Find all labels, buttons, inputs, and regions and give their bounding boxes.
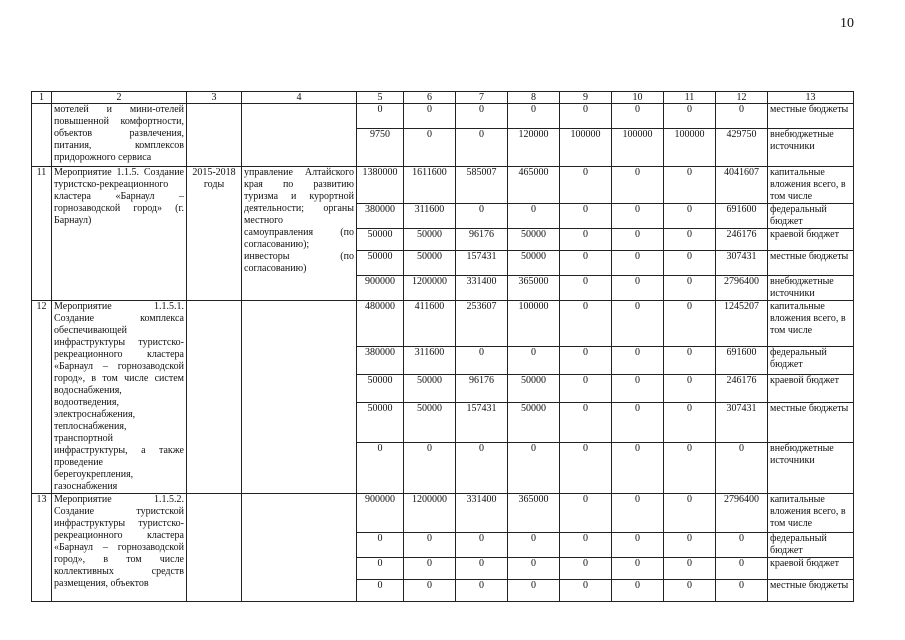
value-cell: 100000 <box>612 129 664 167</box>
value-cell: 0 <box>456 347 508 375</box>
funding-source: краевой бюджет <box>768 375 854 403</box>
value-cell: 1380000 <box>357 167 404 204</box>
value-cell: 0 <box>612 276 664 301</box>
period-cell: 2015-2018 годы <box>187 167 242 301</box>
funding-source: федеральный бюджет <box>768 204 854 229</box>
value-cell: 0 <box>508 204 560 229</box>
value-cell: 0 <box>404 580 456 602</box>
value-cell: 0 <box>612 533 664 558</box>
value-cell: 0 <box>508 580 560 602</box>
funding-source: капитальные вложения всего, в том числе <box>768 301 854 347</box>
value-cell: 0 <box>664 375 716 403</box>
value-cell: 50000 <box>357 403 404 443</box>
value-cell: 0 <box>560 301 612 347</box>
funding-source: краевой бюджет <box>768 229 854 251</box>
value-cell: 0 <box>508 443 560 494</box>
value-cell: 0 <box>404 129 456 167</box>
funding-source: местные бюджеты <box>768 251 854 276</box>
value-cell: 0 <box>357 580 404 602</box>
value-cell: 0 <box>612 443 664 494</box>
period-cell <box>187 494 242 602</box>
value-cell: 0 <box>560 580 612 602</box>
funding-source: внебюджетные источники <box>768 276 854 301</box>
value-cell: 1200000 <box>404 494 456 533</box>
funding-source: местные бюджеты <box>768 580 854 602</box>
value-cell: 1245207 <box>716 301 768 347</box>
value-cell: 0 <box>664 276 716 301</box>
value-cell: 0 <box>612 494 664 533</box>
value-cell: 0 <box>612 347 664 375</box>
value-cell: 0 <box>560 167 612 204</box>
value-cell: 253607 <box>456 301 508 347</box>
measure-name: мотелей и мини-отелей повышенной комфортности, объектов развлечения, питания, комплексов придорожного сервиса <box>52 104 187 167</box>
value-cell: 0 <box>560 204 612 229</box>
value-cell: 0 <box>664 301 716 347</box>
row-index: 12 <box>32 301 52 494</box>
value-cell: 50000 <box>404 251 456 276</box>
row-index: 11 <box>32 167 52 301</box>
value-cell: 120000 <box>508 129 560 167</box>
value-cell: 0 <box>664 580 716 602</box>
value-cell: 0 <box>612 104 664 129</box>
table-row <box>32 167 854 204</box>
column-header: 13 <box>768 92 854 104</box>
value-cell: 2796400 <box>716 276 768 301</box>
executor-cell: управление Алтайского края по развитию туризма и курортной деятельности; органы местного самоуправления (по согласованию); инвесторы (по согласованию) <box>242 167 357 301</box>
value-cell: 50000 <box>508 403 560 443</box>
funding-source: капитальные вложения всего, в том числе <box>768 167 854 204</box>
value-cell: 0 <box>612 229 664 251</box>
row-index: 13 <box>32 494 52 602</box>
value-cell: 411600 <box>404 301 456 347</box>
value-cell: 307431 <box>716 251 768 276</box>
value-cell: 4041607 <box>716 167 768 204</box>
table-row <box>32 104 854 129</box>
budget-table <box>31 91 854 602</box>
value-cell: 0 <box>456 104 508 129</box>
value-cell: 50000 <box>508 251 560 276</box>
value-cell: 96176 <box>456 229 508 251</box>
value-cell: 0 <box>560 104 612 129</box>
funding-source: капитальные вложения всего, в том числе <box>768 494 854 533</box>
value-cell: 0 <box>560 558 612 580</box>
value-cell: 0 <box>508 347 560 375</box>
funding-source: местные бюджеты <box>768 403 854 443</box>
value-cell: 246176 <box>716 375 768 403</box>
column-header: 5 <box>357 92 404 104</box>
value-cell: 480000 <box>357 301 404 347</box>
value-cell: 0 <box>357 443 404 494</box>
value-cell: 100000 <box>508 301 560 347</box>
value-cell: 50000 <box>357 375 404 403</box>
value-cell: 0 <box>456 443 508 494</box>
value-cell: 0 <box>664 403 716 443</box>
value-cell: 0 <box>456 533 508 558</box>
table-row <box>32 494 854 533</box>
value-cell: 365000 <box>508 494 560 533</box>
value-cell: 900000 <box>357 494 404 533</box>
value-cell: 0 <box>508 558 560 580</box>
value-cell: 0 <box>716 558 768 580</box>
column-header: 6 <box>404 92 456 104</box>
value-cell: 1200000 <box>404 276 456 301</box>
value-cell: 0 <box>560 375 612 403</box>
column-header: 7 <box>456 92 508 104</box>
column-header: 4 <box>242 92 357 104</box>
value-cell: 0 <box>664 104 716 129</box>
executor-cell <box>242 301 357 494</box>
value-cell: 0 <box>664 347 716 375</box>
column-header: 10 <box>612 92 664 104</box>
page-number: 10 <box>840 16 854 31</box>
measure-name: Мероприятие 1.1.5. Создание туристско-рекреационного кластера «Барнаул – горнозаводской город» (г. Барнаул) <box>52 167 187 301</box>
value-cell: 429750 <box>716 129 768 167</box>
value-cell: 50000 <box>404 229 456 251</box>
value-cell: 0 <box>612 251 664 276</box>
value-cell: 0 <box>664 229 716 251</box>
column-header: 11 <box>664 92 716 104</box>
column-header: 3 <box>187 92 242 104</box>
funding-source: краевой бюджет <box>768 558 854 580</box>
value-cell: 0 <box>612 167 664 204</box>
column-header: 9 <box>560 92 612 104</box>
value-cell: 307431 <box>716 403 768 443</box>
value-cell: 50000 <box>508 375 560 403</box>
column-header: 8 <box>508 92 560 104</box>
value-cell: 0 <box>560 533 612 558</box>
value-cell: 380000 <box>357 347 404 375</box>
value-cell: 331400 <box>456 494 508 533</box>
header-row <box>32 92 854 104</box>
value-cell: 100000 <box>560 129 612 167</box>
value-cell: 0 <box>560 494 612 533</box>
value-cell: 311600 <box>404 204 456 229</box>
value-cell: 157431 <box>456 403 508 443</box>
value-cell: 465000 <box>508 167 560 204</box>
value-cell: 0 <box>404 443 456 494</box>
value-cell: 0 <box>664 494 716 533</box>
funding-source: федеральный бюджет <box>768 533 854 558</box>
value-cell: 0 <box>560 403 612 443</box>
value-cell: 157431 <box>456 251 508 276</box>
value-cell: 1611600 <box>404 167 456 204</box>
period-cell <box>187 301 242 494</box>
value-cell: 0 <box>664 167 716 204</box>
value-cell: 50000 <box>404 403 456 443</box>
value-cell: 0 <box>664 204 716 229</box>
value-cell: 0 <box>560 251 612 276</box>
value-cell: 9750 <box>357 129 404 167</box>
value-cell: 0 <box>716 443 768 494</box>
value-cell: 900000 <box>357 276 404 301</box>
value-cell: 0 <box>716 533 768 558</box>
funding-source: внебюджетные источники <box>768 129 854 167</box>
value-cell: 380000 <box>357 204 404 229</box>
value-cell: 0 <box>716 580 768 602</box>
value-cell: 50000 <box>357 229 404 251</box>
value-cell: 0 <box>508 533 560 558</box>
value-cell: 246176 <box>716 229 768 251</box>
value-cell: 691600 <box>716 204 768 229</box>
value-cell: 0 <box>357 104 404 129</box>
funding-source: внебюджетные источники <box>768 443 854 494</box>
value-cell: 2796400 <box>716 494 768 533</box>
value-cell: 0 <box>560 229 612 251</box>
value-cell: 50000 <box>404 375 456 403</box>
value-cell: 50000 <box>508 229 560 251</box>
funding-source: федеральный бюджет <box>768 347 854 375</box>
value-cell: 0 <box>456 204 508 229</box>
value-cell: 0 <box>664 558 716 580</box>
executor-cell <box>242 494 357 602</box>
value-cell: 0 <box>664 251 716 276</box>
value-cell: 0 <box>456 558 508 580</box>
column-header: 12 <box>716 92 768 104</box>
period-cell <box>187 104 242 167</box>
value-cell: 0 <box>560 443 612 494</box>
table-row <box>32 301 854 347</box>
value-cell: 331400 <box>456 276 508 301</box>
value-cell: 0 <box>716 104 768 129</box>
value-cell: 0 <box>456 129 508 167</box>
value-cell: 0 <box>612 580 664 602</box>
value-cell: 0 <box>404 558 456 580</box>
value-cell: 0 <box>612 204 664 229</box>
value-cell: 0 <box>404 104 456 129</box>
column-header: 1 <box>32 92 52 104</box>
value-cell: 585007 <box>456 167 508 204</box>
value-cell: 0 <box>404 533 456 558</box>
value-cell: 0 <box>612 403 664 443</box>
value-cell: 311600 <box>404 347 456 375</box>
executor-cell <box>242 104 357 167</box>
value-cell: 0 <box>508 104 560 129</box>
column-header: 2 <box>52 92 187 104</box>
measure-name: Мероприятие 1.1.5.1. Создание комплекса обеспечивающей инфраструктуры туристско-рекреационного кластера «Барнаул – горнозаводской город», в том числе систем водоснабжения, водоотведения, электроснабжения, теплоснабжения, транспортной инфраструктуры, а также проведение берегоукрепления, газоснабжения <box>52 301 187 494</box>
value-cell: 691600 <box>716 347 768 375</box>
value-cell: 0 <box>357 533 404 558</box>
value-cell: 0 <box>612 558 664 580</box>
value-cell: 0 <box>664 443 716 494</box>
funding-source: местные бюджеты <box>768 104 854 129</box>
value-cell: 100000 <box>664 129 716 167</box>
value-cell: 0 <box>560 276 612 301</box>
value-cell: 0 <box>612 375 664 403</box>
value-cell: 0 <box>456 580 508 602</box>
value-cell: 0 <box>612 301 664 347</box>
value-cell: 365000 <box>508 276 560 301</box>
value-cell: 0 <box>357 558 404 580</box>
measure-name: Мероприятие 1.1.5.2. Создание туристской инфраструктуры туристско-рекреационного кластера «Барнаул – горнозаводской город», в том числе коллективных средств размещения, объектов <box>52 494 187 602</box>
value-cell: 96176 <box>456 375 508 403</box>
value-cell: 0 <box>560 347 612 375</box>
value-cell: 50000 <box>357 251 404 276</box>
row-index <box>32 104 52 167</box>
value-cell: 0 <box>664 533 716 558</box>
